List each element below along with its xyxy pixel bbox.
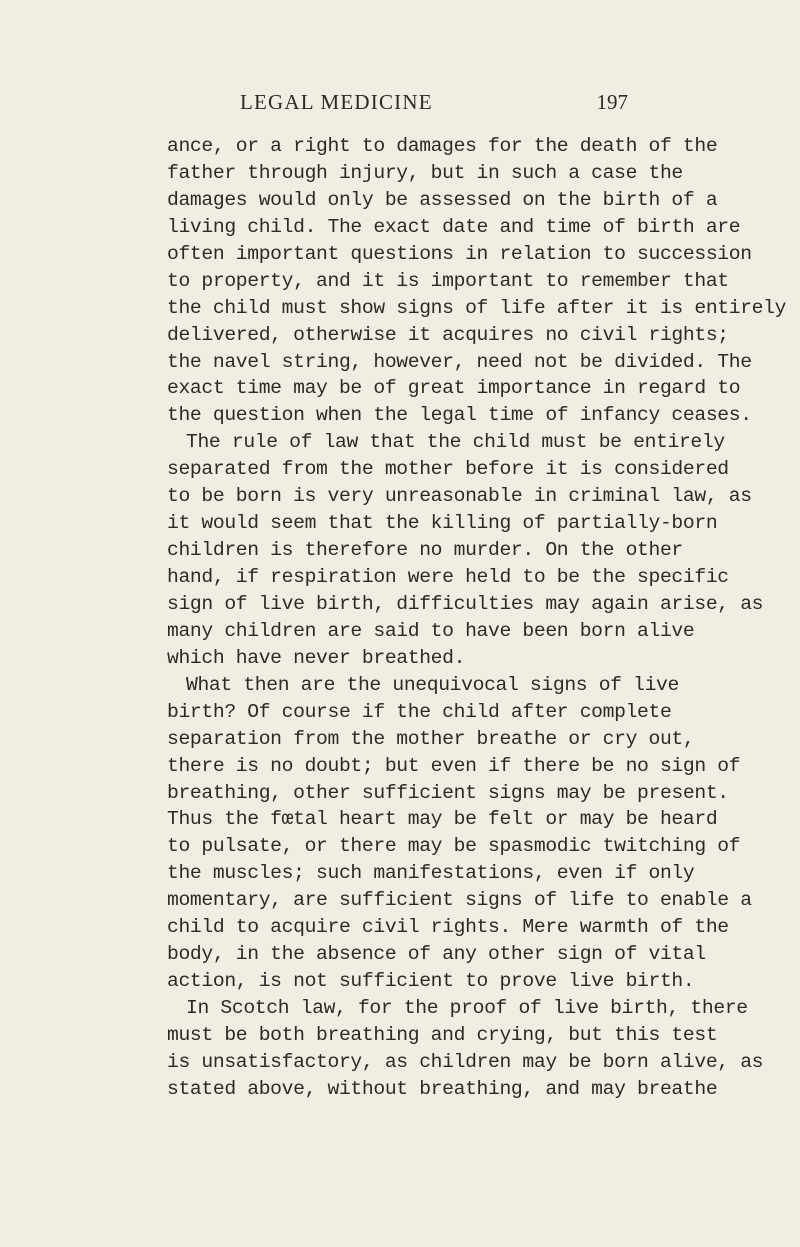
text-line: the navel string, however, need not be divided. The bbox=[167, 350, 752, 373]
text-line: the question when the legal time of infancy ceases. bbox=[167, 404, 752, 427]
text-line: hand, if respiration were held to be the specific bbox=[167, 566, 729, 588]
text-line: it would seem that the killing of partially-born bbox=[167, 512, 718, 535]
page-number: 197 bbox=[596, 90, 628, 114]
text-line: often important questions in relation to succession bbox=[167, 242, 752, 265]
text-line: which have never breathed. bbox=[167, 646, 466, 669]
running-title: LEGAL MEDICINE bbox=[240, 90, 433, 114]
text-line: birth? Of course if the child after complete bbox=[167, 700, 672, 723]
text-line: body, in the absence of any other sign of vital bbox=[167, 943, 706, 966]
text-line: exact time may be of great importance in regard to bbox=[167, 377, 741, 400]
text-line: children is therefore no murder. On the other bbox=[167, 539, 683, 562]
body-text bbox=[167, 133, 787, 1103]
text-line: father through injury, but in such a case the bbox=[167, 161, 683, 184]
text-line: the child must show signs of life after it is entirely bbox=[167, 296, 787, 319]
text-line: stated above, without breathing, and may breathe bbox=[167, 1077, 718, 1100]
text-line: Thus the fœtal heart may be felt or may be heard bbox=[167, 808, 718, 831]
text-line: the muscles; such manifestations, even if only bbox=[167, 862, 695, 885]
text-line: separated from the mother before it is considered bbox=[167, 458, 729, 481]
text-line: must be both breathing and crying, but this test bbox=[167, 1023, 718, 1046]
text-line: ance, or a right to damages for the death of the bbox=[167, 135, 718, 157]
text-line: many children are said to have been born alive bbox=[167, 619, 695, 642]
text-line: delivered, otherwise it acquires no civil rights; bbox=[167, 323, 729, 346]
text-line: sign of live birth, difficulties may again arise, as bbox=[167, 592, 764, 615]
text-line: What then are the unequivocal signs of live bbox=[186, 673, 679, 696]
text-line: to property, and it is important to remember that bbox=[167, 269, 729, 292]
text-line: momentary, are sufficient signs of life to enable a bbox=[167, 889, 752, 912]
text-line: damages would only be assessed on the birth of a bbox=[167, 188, 718, 211]
text-line: there is no doubt; but even if there be no sign of bbox=[167, 754, 741, 777]
text-line: to pulsate, or there may be spasmodic twitching of bbox=[167, 835, 741, 858]
text-line: In Scotch law, for the proof of live birth, there bbox=[186, 997, 748, 1019]
text-line: action, is not sufficient to prove live birth. bbox=[167, 970, 695, 993]
text-line: separation from the mother breathe or cry out, bbox=[167, 727, 695, 750]
text-line: child to acquire civil rights. Mere warmth of the bbox=[167, 916, 729, 939]
text-line: living child. The exact date and time of birth are bbox=[167, 215, 741, 238]
text-line: is unsatisfactory, as children may be born alive, as bbox=[167, 1050, 764, 1073]
running-head bbox=[240, 90, 628, 116]
text-line: to be born is very unreasonable in criminal law, as bbox=[167, 485, 752, 508]
text-line: The rule of law that the child must be entirely bbox=[186, 431, 725, 454]
text-line: breathing, other sufficient signs may be present. bbox=[167, 781, 729, 804]
